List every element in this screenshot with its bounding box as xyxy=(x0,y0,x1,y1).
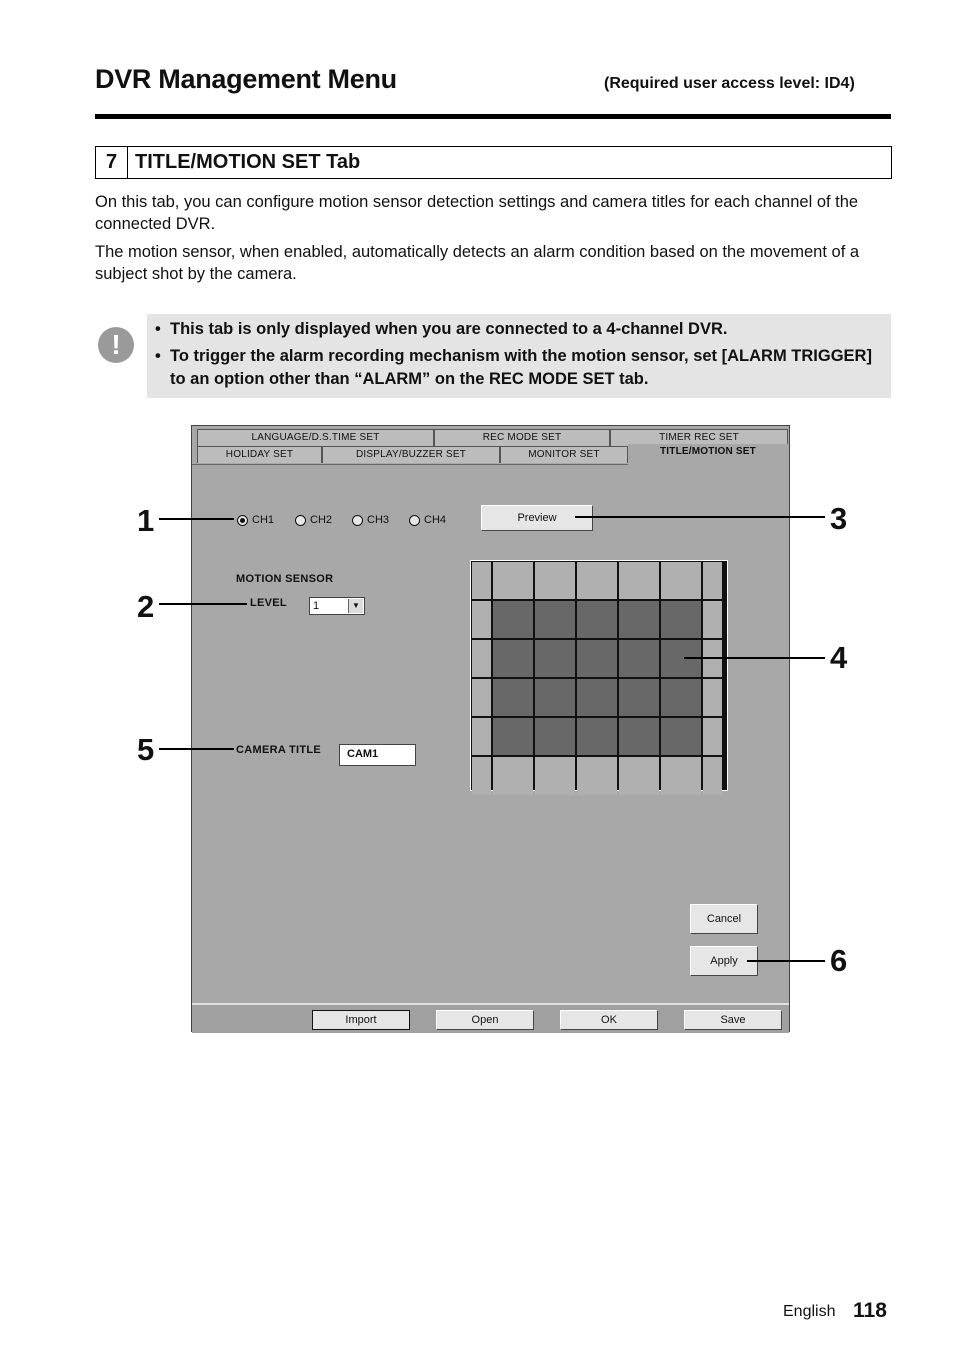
radio-ch1[interactable] xyxy=(237,514,274,526)
motion-detection-grid[interactable] xyxy=(470,560,728,791)
note-item xyxy=(155,318,883,341)
grid-cell-selected[interactable] xyxy=(619,601,659,638)
motion-sensor-paragraph: The motion sensor, when enabled, automatically detects an alarm condition based on the movement of a subject shot by the camera. xyxy=(95,243,860,283)
radio-ch2[interactable] xyxy=(295,514,332,526)
tab-monitor-set[interactable]: MONITOR SET xyxy=(500,446,628,463)
radio-label: CH2 xyxy=(310,514,333,526)
grid-cell[interactable] xyxy=(472,679,491,716)
radio-label: CH3 xyxy=(367,514,390,526)
tab-holiday-set[interactable]: HOLIDAY SET xyxy=(197,446,322,463)
callout-line xyxy=(159,518,234,520)
grid-cell-selected[interactable] xyxy=(619,679,659,716)
grid-cell[interactable] xyxy=(661,562,701,599)
apply-button[interactable]: Apply xyxy=(690,946,758,976)
grid-cell[interactable] xyxy=(472,562,491,599)
cancel-button[interactable]: Cancel xyxy=(690,904,758,934)
grid-cell[interactable] xyxy=(703,679,722,716)
grid-cell-selected[interactable] xyxy=(661,679,701,716)
grid-cell[interactable] xyxy=(472,757,491,795)
level-label: LEVEL xyxy=(250,597,287,609)
page-title: DVR Management Menu xyxy=(95,64,397,94)
bullet-icon: • xyxy=(155,320,161,338)
note-text: This tab is only displayed when you are connected to a 4-channel DVR. xyxy=(170,320,728,338)
camera-title-input[interactable]: CAM1 xyxy=(339,744,416,766)
tab-title-motion-set[interactable]: TITLE/MOTION SET xyxy=(628,444,788,464)
footer-language: English xyxy=(783,1303,836,1320)
save-button[interactable]: Save xyxy=(684,1010,782,1030)
grid-cell-selected[interactable] xyxy=(535,718,575,755)
callout-4: 4 xyxy=(830,640,848,675)
callout-line xyxy=(575,516,825,518)
radio-selected-icon xyxy=(237,515,248,526)
import-button[interactable]: Import xyxy=(312,1010,410,1030)
grid-cell-selected[interactable] xyxy=(619,640,659,677)
grid-cell-selected[interactable] xyxy=(493,640,533,677)
radio-icon xyxy=(295,515,306,526)
note-text: To trigger the alarm recording mechanism with the motion sensor, set [ALARM TRIGGER] to an option other than “ALARM” on the REC MODE SET tab. xyxy=(170,347,872,388)
grid-cell-selected[interactable] xyxy=(535,679,575,716)
grid-cell[interactable] xyxy=(577,562,617,599)
radio-ch3[interactable] xyxy=(352,514,389,526)
radio-ch4[interactable] xyxy=(409,514,446,526)
bullet-icon: • xyxy=(155,347,161,365)
grid-cell[interactable] xyxy=(661,757,701,795)
radio-icon xyxy=(352,515,363,526)
grid-cell-selected[interactable] xyxy=(577,718,617,755)
callout-line xyxy=(684,657,825,659)
tab-display-buzzer-set[interactable]: DISPLAY/BUZZER SET xyxy=(322,446,500,463)
grid-cell[interactable] xyxy=(703,718,722,755)
level-select[interactable] xyxy=(309,597,365,615)
callout-1: 1 xyxy=(137,503,155,538)
motion-sensor-label: MOTION SENSOR xyxy=(236,573,334,585)
tab-language-ds-time-set[interactable]: LANGUAGE/D.S.TIME SET xyxy=(197,429,434,446)
radio-icon xyxy=(409,515,420,526)
grid-cell[interactable] xyxy=(493,562,533,599)
page-number: 118 xyxy=(853,1299,887,1322)
grid-cell-selected[interactable] xyxy=(493,601,533,638)
note-item xyxy=(155,345,883,391)
grid-cell[interactable] xyxy=(703,601,722,638)
grid-cell-selected[interactable] xyxy=(619,718,659,755)
grid-cell[interactable] xyxy=(703,757,722,795)
grid-cell-selected[interactable] xyxy=(577,601,617,638)
section-heading xyxy=(95,146,892,179)
note-box xyxy=(147,314,891,398)
grid-cell-selected[interactable] xyxy=(493,718,533,755)
access-level-note: (Required user access level: ID4) xyxy=(604,75,855,92)
caution-icon: ! xyxy=(98,327,134,363)
grid-cell-selected[interactable] xyxy=(535,640,575,677)
radio-label: CH1 xyxy=(252,514,275,526)
preview-button[interactable]: Preview xyxy=(481,505,593,531)
radio-label: CH4 xyxy=(424,514,447,526)
callout-line xyxy=(159,748,234,750)
chevron-down-icon[interactable]: ▼ xyxy=(348,599,363,613)
section-title: TITLE/MOTION SET Tab xyxy=(135,151,361,173)
camera-title-label: CAMERA TITLE xyxy=(236,744,322,756)
level-value: 1 xyxy=(313,600,320,612)
tab-rec-mode-set[interactable]: REC MODE SET xyxy=(434,429,610,446)
section-number: 7 xyxy=(96,147,128,178)
grid-cell[interactable] xyxy=(472,718,491,755)
grid-cell-selected[interactable] xyxy=(535,601,575,638)
grid-cell[interactable] xyxy=(472,640,491,677)
callout-line xyxy=(747,960,825,962)
grid-cell-selected[interactable] xyxy=(577,679,617,716)
grid-cell[interactable] xyxy=(619,562,659,599)
grid-cell[interactable] xyxy=(535,757,575,795)
grid-cell[interactable] xyxy=(577,757,617,795)
intro-paragraph: On this tab, you can configure motion sensor detection settings and camera titles for each channel of the connected DVR. xyxy=(95,193,859,233)
callout-6: 6 xyxy=(830,943,848,978)
bottom-button-bar xyxy=(192,1003,789,1033)
callout-5: 5 xyxy=(137,732,155,767)
grid-cell-selected[interactable] xyxy=(577,640,617,677)
header-rule xyxy=(95,114,891,119)
grid-cell[interactable] xyxy=(619,757,659,795)
grid-cell[interactable] xyxy=(493,757,533,795)
tab-divider xyxy=(192,464,628,465)
callout-line xyxy=(159,603,247,605)
open-button[interactable]: Open xyxy=(436,1010,534,1030)
tab-timer-rec-set[interactable]: TIMER REC SET xyxy=(610,429,788,446)
grid-cell-selected[interactable] xyxy=(661,601,701,638)
grid-cell[interactable] xyxy=(535,562,575,599)
grid-cell[interactable] xyxy=(472,601,491,638)
callout-2: 2 xyxy=(137,589,155,624)
ok-button[interactable]: OK xyxy=(560,1010,658,1030)
callout-3: 3 xyxy=(830,501,848,536)
grid-cell[interactable] xyxy=(703,562,722,599)
grid-cell-selected[interactable] xyxy=(493,679,533,716)
grid-cell-selected[interactable] xyxy=(661,718,701,755)
